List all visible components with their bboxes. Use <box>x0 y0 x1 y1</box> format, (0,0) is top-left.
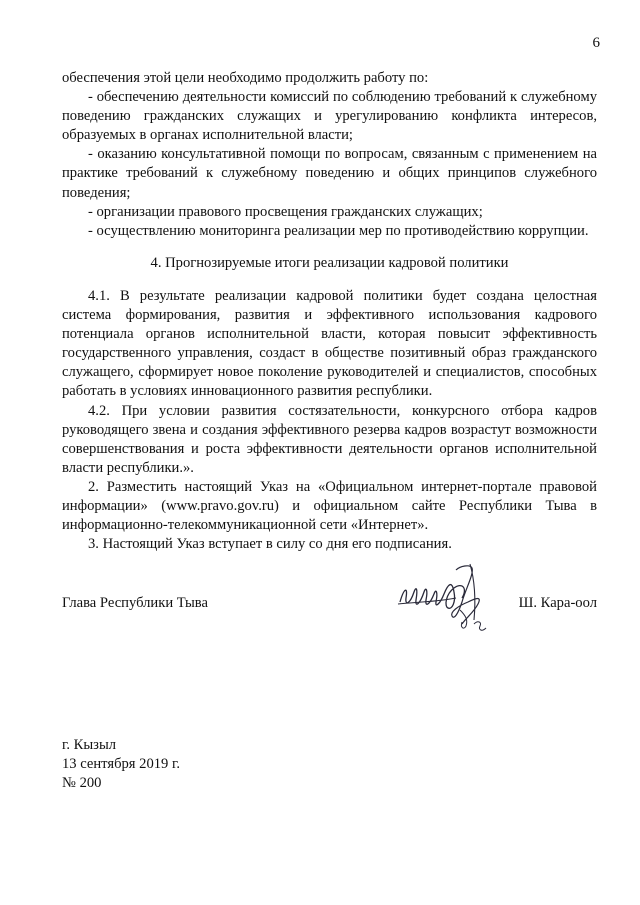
document-footer <box>62 736 180 793</box>
paragraph-4-2: 4.2. При условии развития состязательности, конкурсного отбора кадров руководящего звена и создания эффективного резерва кадров возрастут возможности совершенствования и роста эффективности деятельности органов исполнительной власти республики.». <box>62 402 597 476</box>
signatory-title: Глава Республики Тыва <box>62 595 208 611</box>
section-heading: 4. Прогнозируемые итоги реализации кадровой политики <box>150 254 509 271</box>
signature-block <box>62 594 597 618</box>
paragraph-2: 2. Разместить настоящий Указ на «Официальном интернет-портале правовой информации» (www.pravo.gov.ru) и официальном сайте Республики Тыва в информационно-телекоммуникационной сети «Интернет». <box>62 478 597 534</box>
page-number: 6 <box>592 35 600 51</box>
intro-line: обеспечения этой цели необходимо продолжить работу по: <box>62 70 429 86</box>
list-item: - оказанию консультативной помощи по вопросам, связанным с применением на практике требований к служебному поведению и общих принципов служебного поведения; <box>62 146 597 201</box>
handwritten-signature <box>396 558 498 636</box>
list-item: - обеспечению деятельности комиссий по соблюдению требований к служебному поведению гражданских служащих и урегулированию конфликта интересов, образуемых в органах исполнительной власти; <box>62 89 597 144</box>
list-item: - осуществлению мониторинга реализации мер по противодействию коррупции. <box>88 222 589 239</box>
city: г. Кызыл <box>62 737 117 753</box>
list-item: - организации правового просвещения гражданских служащих; <box>88 203 483 220</box>
paragraph-3: 3. Настоящий Указ вступает в силу со дня его подписания. <box>88 536 452 553</box>
decree-number: № 200 <box>62 775 102 791</box>
document-body <box>62 69 597 554</box>
signatory-name: Ш. Кара-оол <box>518 595 597 611</box>
paragraph-4-1: 4.1. В результате реализации кадровой политики будет создана целостная система формирования, развития и эффективного использования кадрового потенциала органов исполнительной власти, которая повысит эффективность государственного управления, создаст в обществе позитивный образ гражданского служащего, сформирует новое поколение руководителей и специалистов, способных работать в условиях инновационного развития республики. <box>62 287 597 400</box>
date: 13 сентября 2019 г. <box>62 756 180 772</box>
